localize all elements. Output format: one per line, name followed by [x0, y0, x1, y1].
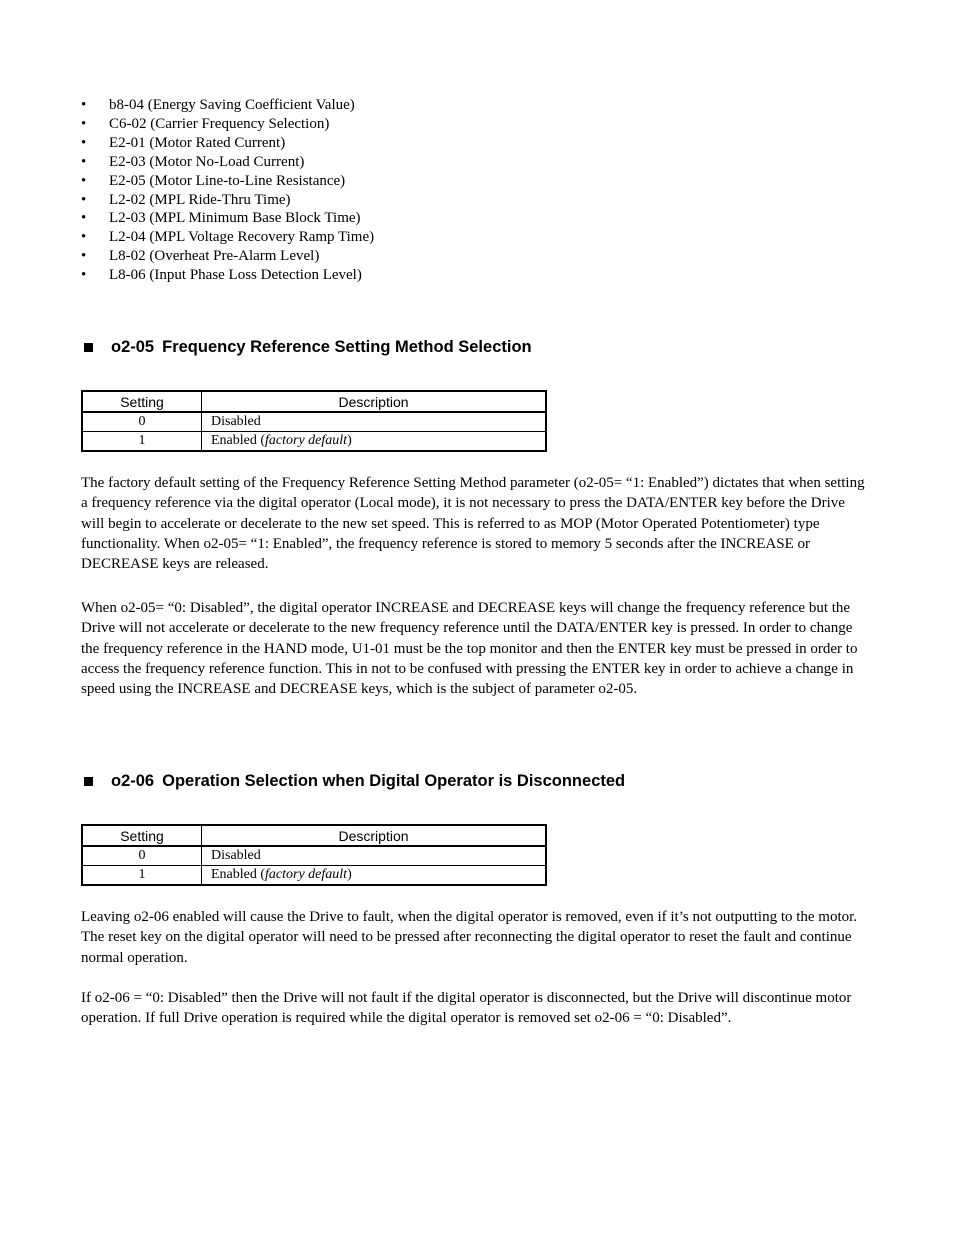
factory-default-note: factory default: [265, 433, 348, 448]
paragraph: The factory default setting of the Frequency Reference Setting Method parameter (o2-05= “1: Enabled”) dictates that when setting a frequency reference via the digital operator (Local mode), it is not necessary to press the DATA/ENTER key before the Drive will begin to accelerate or decelerate to the new set speed. This is referred to as MOP (Motor Operated Potentiometer) type functionality. When o2-05= “1: Enabled”, the frequency reference is stored to memory 5 seconds after the INCREASE or DECREASE keys are released.: [81, 475, 865, 573]
column-header-setting: Setting: [82, 825, 202, 846]
table-row: [82, 412, 546, 432]
section-title: Operation Selection when Digital Operator is Disconnected: [162, 772, 626, 790]
setting-value: 0: [82, 846, 202, 866]
section-heading-o2-06: [81, 772, 625, 791]
square-bullet-icon: [84, 343, 93, 352]
list-item: • L2-02 (MPL Ride-Thru Time): [81, 191, 291, 208]
setting-description: Enabled (factory default): [202, 866, 547, 886]
list-item: • b8-04 (Energy Saving Coefficient Value): [81, 97, 355, 113]
square-bullet-icon: [84, 777, 93, 786]
parameter-code: o2-06: [111, 772, 155, 790]
column-header-description: Description: [202, 825, 547, 846]
setting-value: 0: [82, 412, 202, 432]
paragraph: Leaving o2-06 enabled will cause the Drive to fault, when the digital operator is removed, even if it’s not outputting to the motor. The reset key on the digital operator will need to be pressed after reconnecting the digital operator to reset the fault and continue normal operation.: [81, 909, 858, 966]
bullet-icon: •: [81, 191, 87, 208]
settings-table-o2-05: [81, 390, 547, 452]
section-title: Frequency Reference Setting Method Selection: [162, 338, 532, 356]
table-header-row: [82, 825, 546, 846]
parameter-code: o2-05: [111, 338, 155, 356]
list-item: • E2-03 (Motor No-Load Current): [81, 153, 305, 170]
list-item: • E2-01 (Motor Rated Current): [81, 134, 286, 151]
bullet-icon: •: [81, 153, 87, 170]
parameter-bullet-list: [81, 96, 374, 285]
settings-table-o2-06: [81, 824, 547, 886]
column-header-description: Description: [202, 391, 547, 412]
bullet-icon: •: [81, 172, 87, 189]
bullet-icon: •: [81, 210, 87, 227]
paragraph: When o2-05= “0: Disabled”, the digital operator INCREASE and DECREASE keys will change the frequency reference but the Drive will not accelerate or decelerate to the new frequency reference until the DATA/ENTER key is pressed. In order to change the frequency reference in the HAND mode, U1-01 must be the top monitor and then the ENTER key must be pressed in order to access the frequency reference function. This in not to be confused with pressing the ENTER key in order to achieve a change in speed using the INCREASE and DECREASE keys, which is the subject of parameter o2-05.: [81, 600, 858, 698]
table-row: [82, 846, 546, 866]
list-item: • L8-06 (Input Phase Loss Detection Level): [81, 267, 362, 284]
bullet-icon: •: [81, 229, 87, 246]
list-item: • C6-02 (Carrier Frequency Selection): [81, 115, 330, 132]
table-row: [82, 866, 546, 886]
bullet-icon: •: [81, 267, 87, 284]
bullet-icon: •: [81, 134, 87, 151]
paragraph: If o2-06 = “0: Disabled” then the Drive will not fault if the digital operator is disconnected, but the Drive will discontinue motor operation. If full Drive operation is required while the digital operator is removed set o2-06 = “0: Disabled”.: [81, 990, 852, 1027]
table-header-row: [82, 391, 546, 412]
factory-default-note: factory default: [265, 867, 348, 882]
setting-description: Disabled: [202, 412, 547, 432]
column-header-setting: Setting: [82, 391, 202, 412]
table-row: [82, 432, 546, 452]
bullet-icon: •: [81, 248, 87, 265]
section-heading-o2-05: [81, 338, 532, 357]
bullet-icon: •: [81, 97, 87, 113]
list-item: • E2-05 (Motor Line-to-Line Resistance): [81, 172, 346, 189]
setting-description: Disabled: [202, 846, 547, 866]
bullet-icon: •: [81, 115, 87, 132]
list-item: • L2-03 (MPL Minimum Base Block Time): [81, 210, 361, 227]
list-item: • L2-04 (MPL Voltage Recovery Ramp Time): [81, 229, 375, 246]
setting-value: 1: [82, 866, 202, 886]
setting-value: 1: [82, 432, 202, 452]
setting-description: Enabled (factory default): [202, 432, 547, 452]
list-item: • L8-02 (Overheat Pre-Alarm Level): [81, 248, 320, 265]
